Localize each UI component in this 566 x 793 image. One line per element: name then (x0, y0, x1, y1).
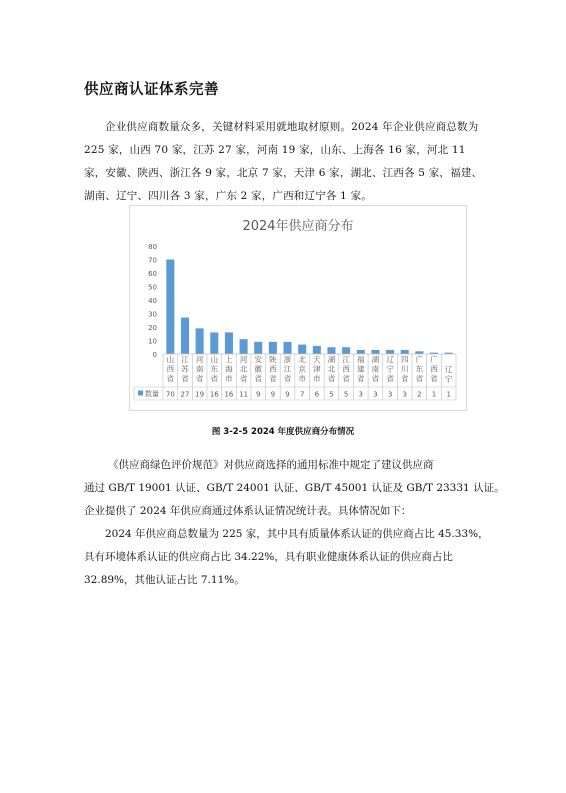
bar-湖南省 (371, 350, 379, 354)
category-label: 陕西省 (269, 355, 277, 383)
y-tick-label: 0 (152, 351, 157, 359)
bar-河南省 (196, 328, 204, 354)
category-label: 广东省 (415, 355, 424, 383)
y-tick-label: 50 (148, 283, 157, 292)
data-table-value: 1 (431, 390, 437, 399)
supplier-distribution-chart (129, 205, 467, 411)
bar-江西省 (342, 347, 350, 354)
category-label: 山东省 (210, 355, 219, 383)
bar-上海市 (225, 332, 233, 354)
category-label: 广西省 (430, 355, 438, 383)
data-table-value: 3 (402, 390, 407, 399)
bar-福建省 (357, 350, 365, 354)
legend-series-name: 数量 (145, 390, 159, 398)
category-label: 浙江省 (283, 355, 292, 383)
bar-天津市 (313, 346, 321, 354)
bar-陕西省 (269, 342, 277, 354)
bar-北京市 (298, 345, 306, 354)
category-label: 辽宁 (444, 365, 453, 384)
y-tick-label: 80 (148, 243, 157, 251)
bar-浙江省 (283, 342, 291, 354)
data-table-value: 5 (329, 390, 334, 399)
certification-paragraph-line-1: 2024 年供应商总数量为 225 家，其中具有质量体系认证的供应商占比 45.33%， (105, 528, 489, 540)
category-label: 河北省 (239, 355, 248, 383)
category-label: 江苏省 (181, 355, 189, 383)
data-table-value: 11 (239, 390, 249, 399)
data-table-value: 3 (373, 390, 378, 399)
section-title: 供应商认证体系完善 (84, 82, 219, 98)
category-label: 辽宁省 (386, 355, 394, 383)
data-table-value: 2 (417, 390, 422, 399)
legend-swatch (138, 391, 143, 396)
data-table-value: 6 (314, 390, 320, 399)
standard-paragraph-line-2: 通过 GB/T 19001 认证、GB/T 24001 认证、GB/T 45001 认证及 GB/T 23331 认证。 (84, 482, 505, 494)
standard-paragraph-line-1: 《供应商绿色评价规范》对供应商选择的通用标准中规定了建议供应商 (108, 459, 434, 471)
certification-paragraph-line-2: 具有环境体系认证的供应商占比 34.22%，具有职业健康体系认证的供应商占比 (84, 551, 453, 563)
category-label: 江西省 (342, 355, 350, 383)
chart-title: 2024年供应商分布 (242, 219, 354, 234)
y-tick-label: 30 (148, 310, 157, 319)
data-table-value: 70 (165, 390, 175, 399)
standard-paragraph-line-3: 企业提供了 2024 年供应商通过体系认证情况统计表。具体情况如下： (84, 505, 412, 517)
bar-湖北省 (327, 347, 335, 354)
bar-山西省 (166, 260, 174, 355)
y-tick-label: 40 (148, 297, 157, 305)
data-table-value: 16 (209, 390, 219, 399)
data-table-value: 9 (255, 390, 261, 399)
bar-广东省 (415, 351, 423, 354)
category-label: 湖南省 (371, 355, 380, 383)
data-table-value: 3 (387, 390, 393, 399)
data-table-value: 5 (343, 390, 349, 399)
bar-四川省 (401, 350, 409, 354)
data-table-value: 7 (299, 390, 305, 399)
category-label: 北京市 (298, 355, 306, 383)
bar-辽宁省 (386, 350, 394, 354)
figure-caption: 图 3-2-5 2024 年度供应商分布情况 (211, 427, 355, 437)
y-tick-label: 60 (148, 270, 157, 278)
y-tick-label: 10 (148, 337, 157, 346)
category-label: 安徽省 (254, 355, 262, 383)
data-table-value: 1 (446, 390, 451, 399)
category-label: 福建省 (357, 355, 365, 383)
bar-安徽省 (254, 342, 262, 354)
category-label: 湖北省 (327, 355, 336, 383)
category-label: 山西省 (166, 355, 175, 383)
data-table-value: 9 (285, 390, 290, 399)
data-table-value: 19 (195, 390, 205, 399)
category-label: 河南省 (195, 355, 204, 383)
data-table-value: 16 (224, 390, 234, 399)
bar-山东省 (210, 332, 218, 354)
y-tick-label: 20 (148, 324, 157, 332)
category-label: 天津市 (313, 355, 321, 383)
data-table-value: 9 (270, 390, 276, 399)
y-tick-label: 70 (148, 256, 157, 265)
certification-paragraph-line-3: 32.89%，其他认证占比 7.11%。 (84, 574, 245, 586)
bar-江苏省 (181, 318, 189, 354)
supplier-summary-paragraph: 企业供应商数量众多，关键材料采用就地取材原则。2024 年企业供应商总数为 225 家，山西 70 家，江苏 27 家，河南 19 家，山东、上海各 16 家，河北 11 家，安徽、陕西、浙江各 9 家，北京 7 家，天津 6 家，湖北、江西各 5 家，福建、湖南、辽宁、四川各 3 家，广东 2 家，广西和辽宁各 1 家。 (84, 121, 483, 202)
chart-svg (130, 206, 466, 410)
category-label: 上海市 (225, 355, 233, 383)
data-table-value: 27 (180, 390, 190, 399)
category-label: 四川省 (400, 355, 409, 383)
data-table-value: 3 (358, 390, 364, 399)
bar-河北省 (240, 339, 248, 354)
